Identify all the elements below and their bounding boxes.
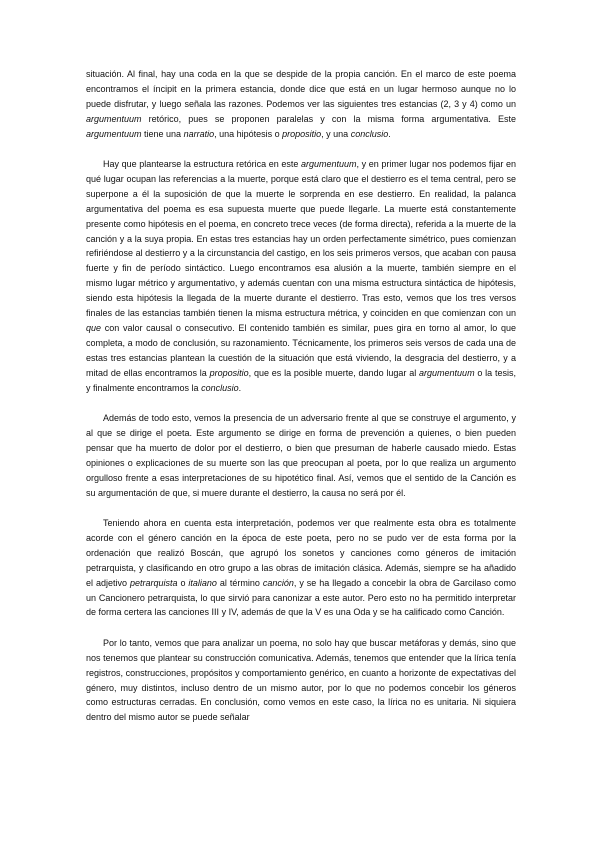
text-run: tiene una (141, 128, 184, 139)
text-run: con valor causal o consecutivo. El contenido también es similar, pues gira en torno al amor, lo que completa, a modo de conclusión, su razonamiento. Técnicamente, los primeros seis versos de cada una de estas tres estancias plantean la cuestión de la situación que está viviendo, la desgracia del destierro, y a mitad de ellas encontramos la (86, 323, 516, 378)
text-run: Además de todo esto, vemos la presencia de un adversario frente al que se construye el argumento, y al que se dirige el poeta. Este argumento se dirige en forma de prevención a quienes, o bien pueden pensar que ha muerto de dolor por el destierro, o bien que presuman de haberle causado miedo. Estas opiniones o explicaciones de su muerte son las que preocupan al poeta, por lo que realiza un argumento orgulloso frente a esas interpretaciones de su hipotético final. Así, vemos que el sentido de la Canción es su argumentación de que, si muere durante el destierro, la causa no será por él. (86, 413, 516, 498)
italic-text: conclusio (201, 382, 239, 393)
italic-text: que (86, 323, 102, 333)
text-run: , que es la posible muerte, dando lugar al (248, 367, 420, 378)
italic-text: argumentuum (86, 113, 142, 124)
italic-text: italiano (188, 577, 217, 588)
paragraph (86, 157, 516, 396)
text-run: situación. Al final, hay una coda en la que se despide de la propia canción. En el marco de este poema encontramos el íncipit en la primera estancia, donde dice que está en un lugar hermoso aunque no lo puede disfrutar, y luego señala las razones. Podemos ver las siguientes tres estancias (2, 3 y 4) como un (86, 69, 516, 109)
italic-text: argumentuum (86, 128, 142, 139)
text-run: , y en primer lugar nos podemos fijar en qué lugar ocupan las referencias a la muerte, porque está claro que el destierro es el tema central, pero se superpone a él la suposición de que la muerte le sorprenda en ese destierro. En realidad, la palanca argumentativa del poema es esa supuesta muerte que puede llegarle. La muerte está constantemente presente como hipótesis en el poema, en concreto trece veces (de forma directa), referida a la muerte de la canción y a la suya propia. En estas tres estancias hay un orden perfectamente simétrico, pues comienzan refiriéndose al destierro y a la circunstancia del castigo, en los seis primeros versos, que acaban con pausa fuerte y fin de período sintáctico. Luego encontramos esa alusión a la muerte, también siempre en el mismo lugar métrico y argumentativo, y además cuentan con una misma estructura sintáctica de hipótesis, siendo esta hipótesis la llegada de la muerte durante el destierro. Tras esto, vemos que los tres versos finales de las estancias también tienen la misma estructura métrica, y coinciden en que comienzan con un (86, 159, 516, 319)
text-run: , una hipótesis o (214, 128, 283, 139)
italic-text: canción (262, 577, 294, 588)
italic-text: propositio (282, 128, 322, 139)
text-run: . (388, 128, 391, 139)
text-run: o (177, 577, 189, 588)
italic-text: argumentuum (419, 367, 475, 378)
text-run: , y se ha llegado a concebir la obra de Garcilaso como un Cancionero petrarquista, lo que sirvió para canonizar a este autor. Pero esto no ha permitido interpretar de forma certera las canciones III y IV, además de que la V es una Oda y se ha calificado como Canción. (86, 577, 516, 618)
paragraph (86, 636, 516, 725)
paragraph (86, 516, 516, 620)
text-run: retórico, pues se proponen paralelas y con la misma forma argumentativa. Este (141, 113, 516, 124)
text-run: Por lo tanto, vemos que para analizar un poema, no solo hay que buscar metáforas y demás, sino que nos tenemos que plantear su construcción comunicativa. Además, tenemos que entender que la lírica tenía registros, construcciones, propósitos y comportamiento genérico, en cuanto a horizonte de expectativas del género, muy distintos, incluso dentro de un mismo autor, por lo que no podemos concebir los géneros como estructuras cerradas. En conclusión, como vemos en este caso, la lírica no es unitaria. Ni siquiera dentro del mismo autor se puede señalar (86, 637, 516, 723)
italic-text: propositio (209, 367, 249, 378)
document-body (86, 67, 516, 725)
paragraph (86, 411, 516, 500)
text-run: Teniendo ahora en cuenta esta interpretación, podemos ver que realmente esta obra es totalmente acorde con el género canción en la época de este poeta, pero no se pudo ver de esta forma por la ordenación que realizó Boscán, que agrupó los sonetos y canciones como géneros de imitación petrarquista, y clasificando en otro grupo a las obras de imitación clásica. Además, siempre se ha añadido el adjetivo (86, 517, 516, 588)
text-run: o la tesis, y finalmente encontramos la (86, 367, 517, 393)
italic-text: petrarquista (129, 577, 178, 588)
text-run: . (238, 382, 242, 393)
text-run: Hay que plantearse la estructura retórica en este (103, 159, 301, 170)
text-run: al término (216, 577, 263, 588)
italic-text: conclusio (350, 128, 389, 139)
italic-text: argumentuum (301, 159, 357, 170)
paragraph (86, 67, 516, 142)
italic-text: narratio (183, 128, 215, 139)
text-run: , y una (321, 128, 351, 139)
